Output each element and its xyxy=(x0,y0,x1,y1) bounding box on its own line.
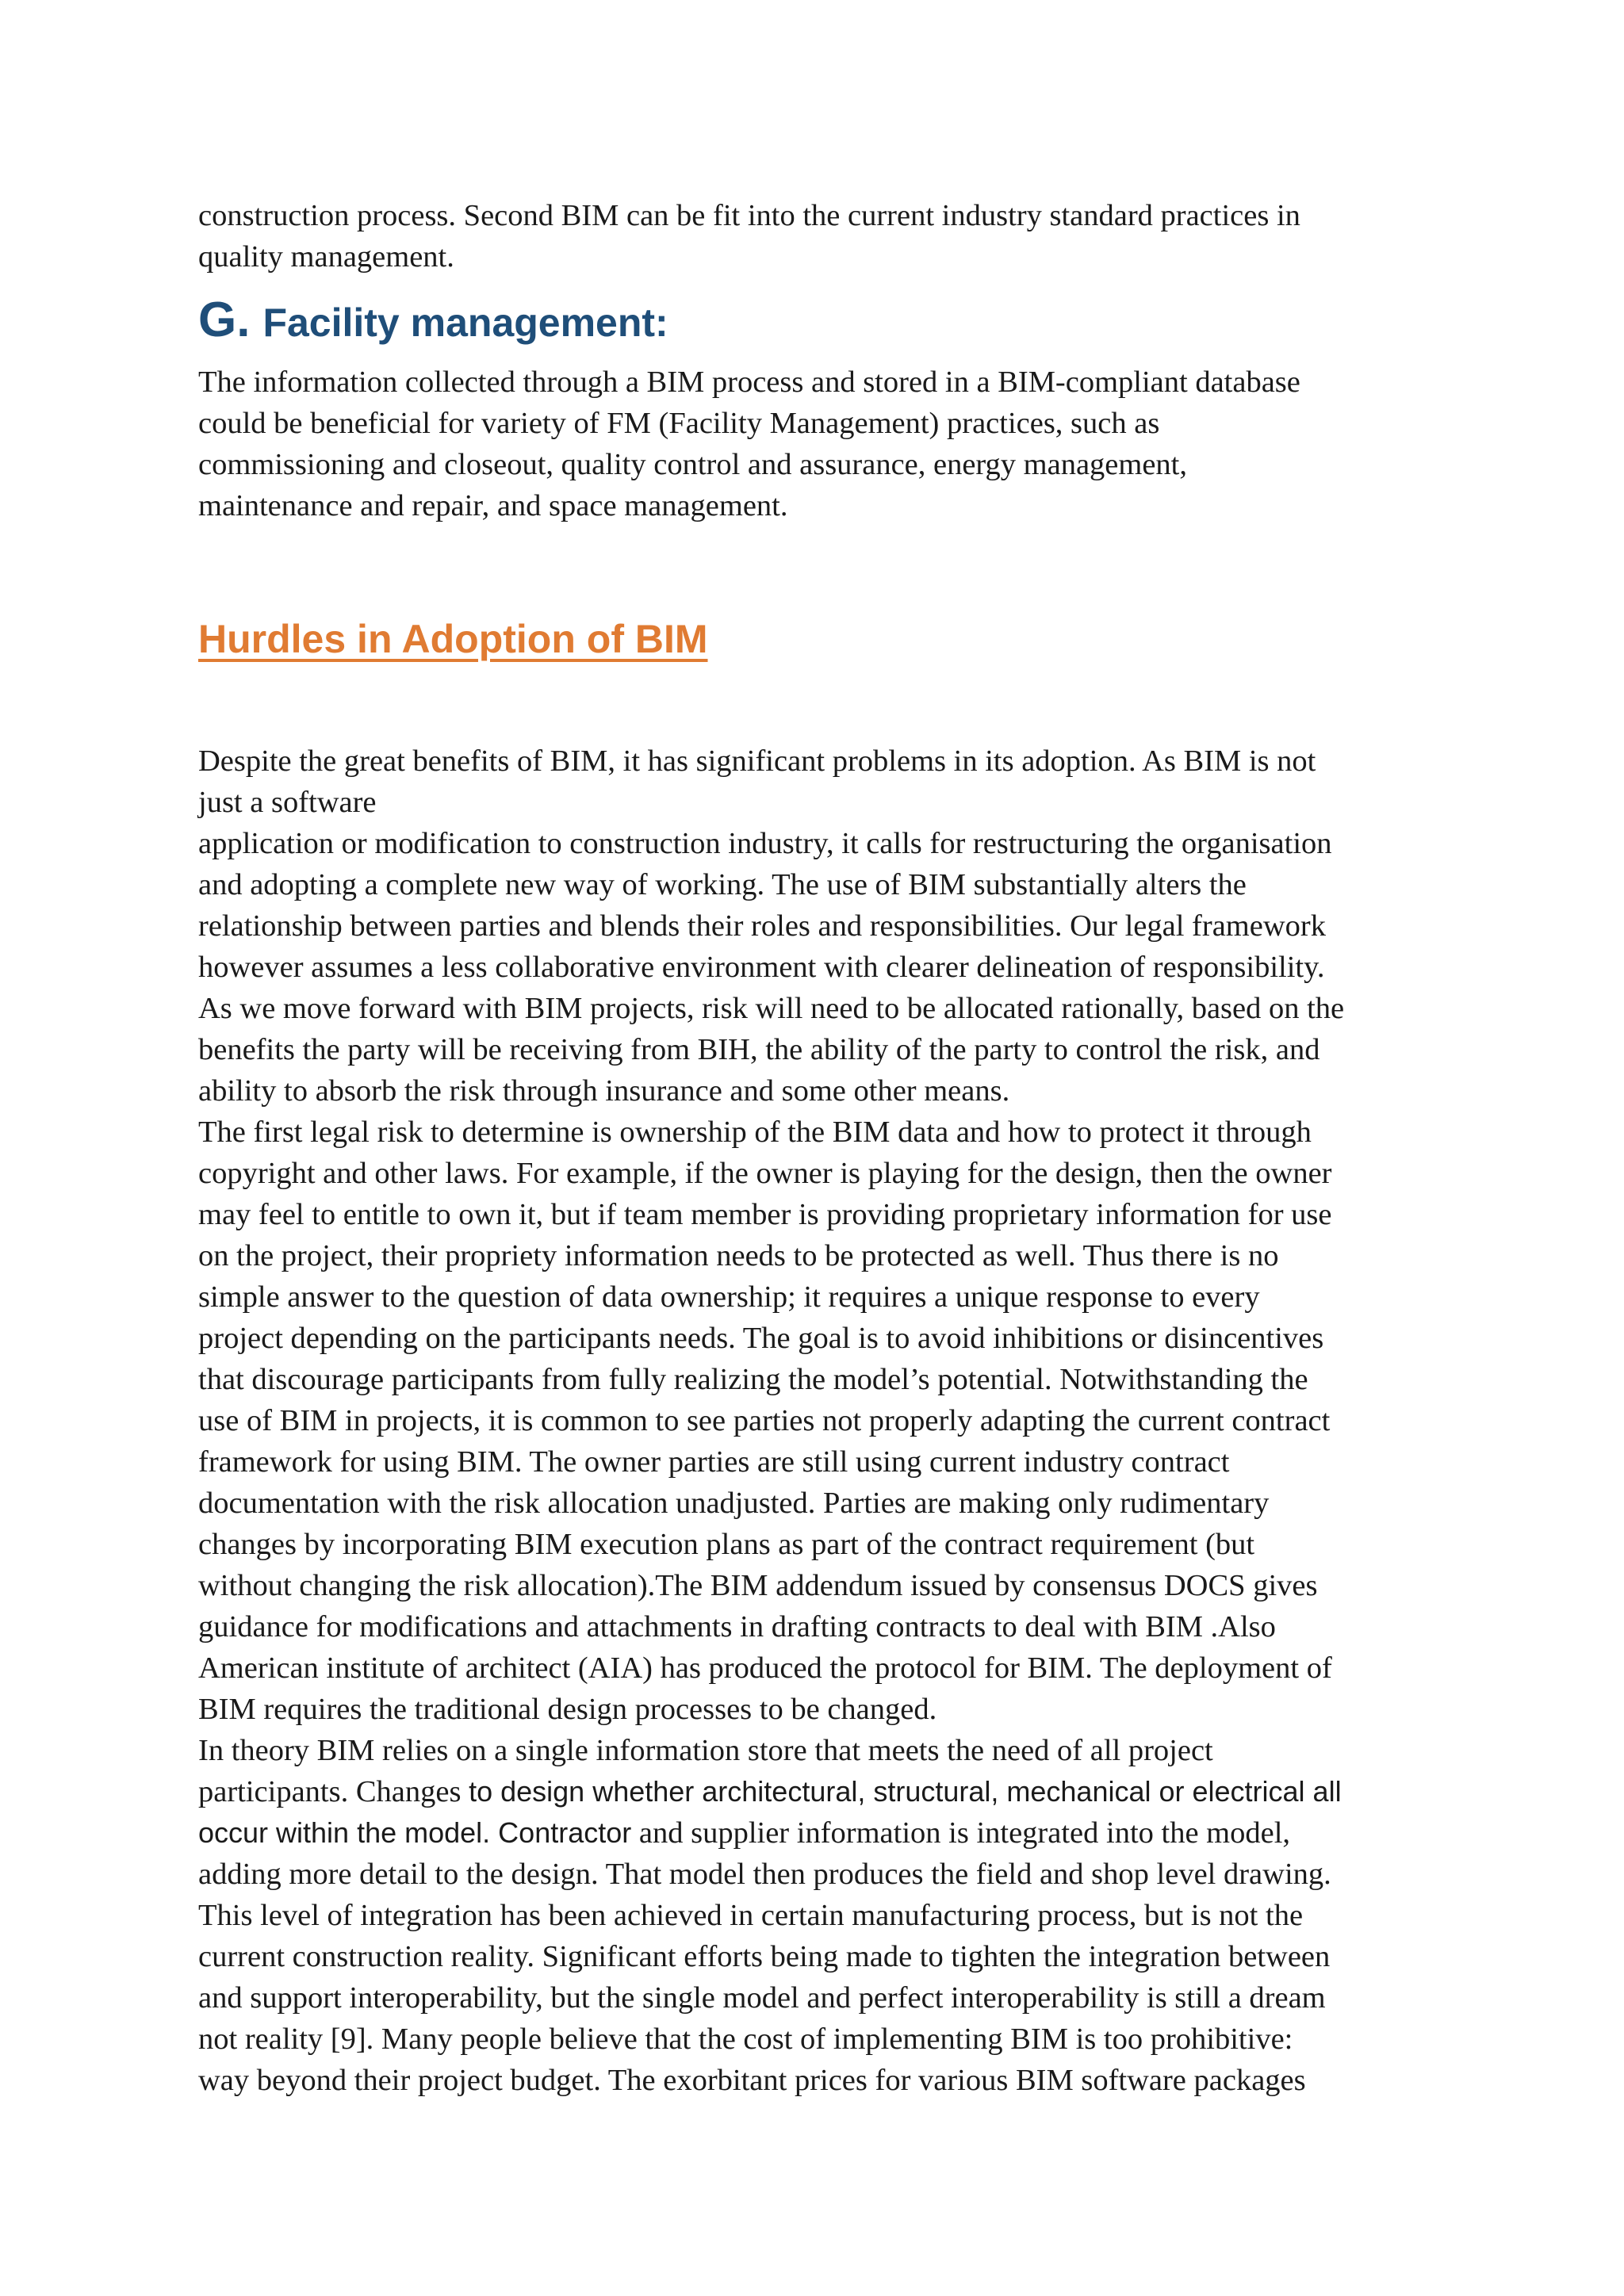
text-line: Despite the great benefits of BIM, it has significant problems in its adoption. As BIM is not xyxy=(198,744,1316,778)
spacer xyxy=(198,664,1467,740)
intro-paragraph xyxy=(198,195,1467,277)
text-line: In theory BIM relies on a single information store that meets the need of all project xyxy=(198,1734,1213,1767)
text-line: could be beneficial for variety of FM (Facility Management) practices, such as xyxy=(198,407,1160,440)
text-line: not reality [9]. Many people believe that the cost of implementing BIM is too prohibitive: xyxy=(198,2022,1293,2056)
text-line: construction process. Second BIM can be fit into the current industry standard practices in xyxy=(198,199,1300,232)
text-line: and support interoperability, but the single model and perfect interoperability is still a dream xyxy=(198,1981,1326,2015)
text-line: changes by incorporating BIM execution plans as part of the contract requirement (but xyxy=(198,1528,1255,1561)
text-line: quality management. xyxy=(198,240,454,274)
page-content xyxy=(198,195,1467,2101)
text-fragment-sans: to design whether architectural, structural, mechanical or electrical all xyxy=(469,1775,1342,1808)
text-line: This level of integration has been achieved in certain manufacturing process, but is not the xyxy=(198,1899,1304,1932)
text-line: copyright and other laws. For example, if the owner is playing for the design, then the owner xyxy=(198,1157,1332,1190)
text-line: commissioning and closeout, quality control and assurance, energy management, xyxy=(198,448,1188,481)
text-line: maintenance and repair, and space management. xyxy=(198,489,788,522)
text-line: and adopting a complete new way of working. The use of BIM substantially alters the xyxy=(198,868,1247,901)
text-line-mixed-font xyxy=(198,1812,1467,1854)
text-line: framework for using BIM. The owner parties are still using current industry contract xyxy=(198,1445,1230,1479)
text-fragment-sans: occur within the model. Contractor xyxy=(198,1816,632,1849)
section-g-heading xyxy=(198,292,1467,358)
text-line: guidance for modifications and attachments in drafting contracts to deal with BIM .Also xyxy=(198,1610,1276,1644)
text-line: relationship between parties and blends their roles and responsibilities. Our legal framework xyxy=(198,909,1326,943)
hurdles-heading: Hurdles in Adoption of BIM xyxy=(198,617,708,661)
hurdles-paragraph xyxy=(198,740,1467,2101)
text-line: adding more detail to the design. That model then produces the field and shop level drawing. xyxy=(198,1858,1331,1891)
text-line: just a software xyxy=(198,786,377,819)
text-line: simple answer to the question of data ownership; it requires a unique response to every xyxy=(198,1280,1260,1314)
text-line: however assumes a less collaborative environment with clearer delineation of responsibility. xyxy=(198,951,1325,984)
text-line: application or modification to construction industry, it calls for restructuring the organisation xyxy=(198,827,1332,860)
text-line: documentation with the risk allocation unadjusted. Parties are making only rudimentary xyxy=(198,1487,1270,1520)
text-line: The first legal risk to determine is ownership of the BIM data and how to protect it through xyxy=(198,1115,1312,1149)
section-g-title: Facility management: xyxy=(262,300,668,345)
text-line: The information collected through a BIM process and stored in a BIM-compliant database xyxy=(198,365,1300,399)
section-g-paragraph xyxy=(198,362,1467,526)
text-fragment-serif: and supplier information is integrated into the model, xyxy=(631,1816,1291,1850)
text-fragment-serif: participants. Changes xyxy=(198,1775,469,1808)
text-line: current construction reality. Significant efforts being made to tighten the integration between xyxy=(198,1940,1331,1973)
section-g-letter: G. xyxy=(198,293,251,347)
text-line: without changing the risk allocation).The BIM addendum issued by consensus DOCS gives xyxy=(198,1569,1318,1602)
text-line: way beyond their project budget. The exorbitant prices for various BIM software packages xyxy=(198,2064,1306,2097)
text-line: American institute of architect (AIA) has produced the protocol for BIM. The deployment of xyxy=(198,1651,1332,1685)
text-line: benefits the party will be receiving from BIH, the ability of the party to control the risk, and xyxy=(198,1033,1320,1066)
text-line-mixed-font xyxy=(198,1771,1467,1812)
text-line: ability to absorb the risk through insurance and some other means. xyxy=(198,1074,1010,1108)
text-line: that discourage participants from fully realizing the model’s potential. Notwithstanding the xyxy=(198,1363,1308,1396)
text-line: use of BIM in projects, it is common to see parties not properly adapting the current contract xyxy=(198,1404,1331,1437)
text-line: on the project, their propriety information needs to be protected as well. Thus there is no xyxy=(198,1239,1279,1272)
text-line: As we move forward with BIM projects, risk will need to be allocated rationally, based on the xyxy=(198,992,1345,1025)
text-line: BIM requires the traditional design processes to be changed. xyxy=(198,1693,937,1726)
text-line: project depending on the participants needs. The goal is to avoid inhibitions or disincentives xyxy=(198,1322,1324,1355)
text-line: may feel to entitle to own it, but if team member is providing proprietary information for use xyxy=(198,1198,1332,1231)
